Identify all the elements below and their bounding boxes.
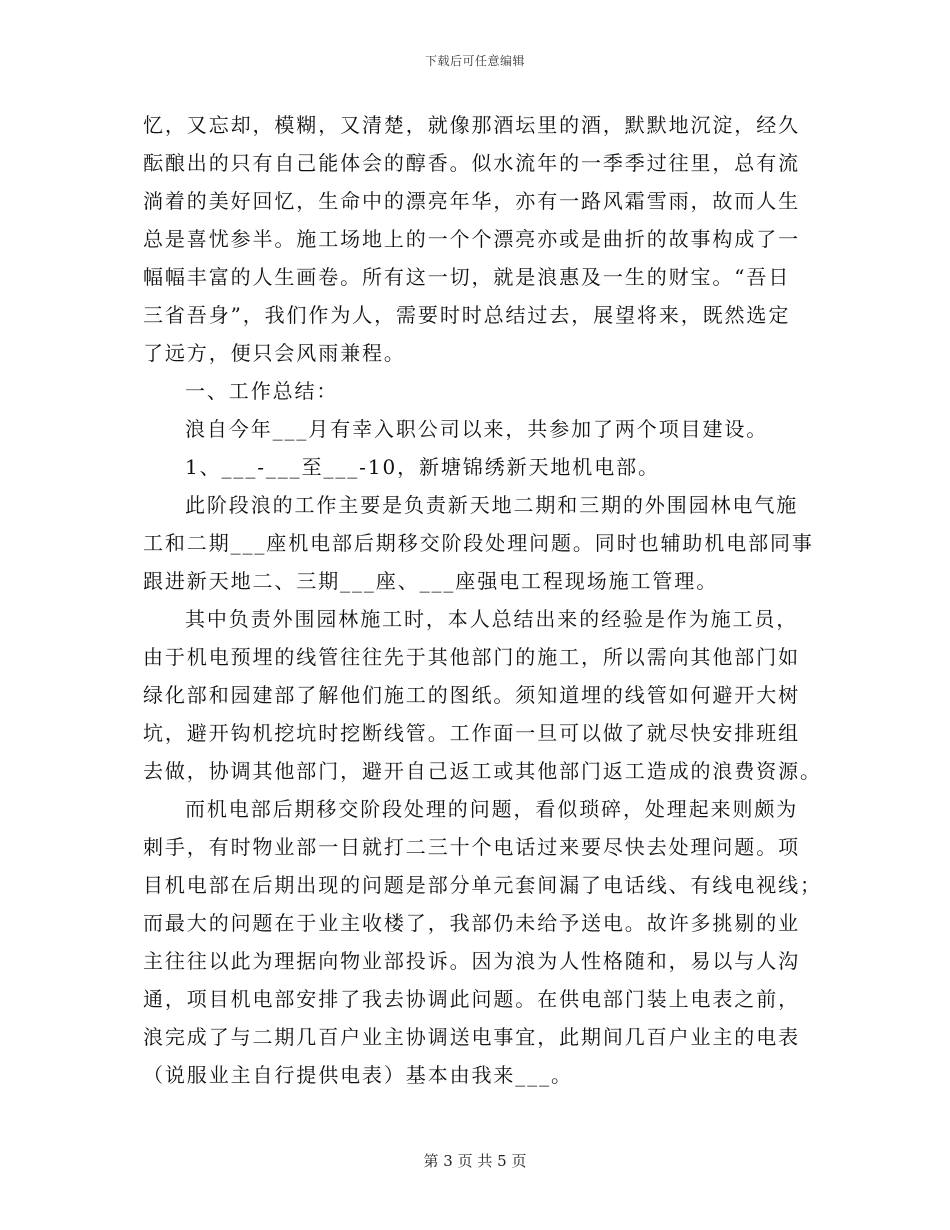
text-line: 绿化部和园建部了解他们施工的图纸。须知道埋的线管如何避开大树 [143, 683, 800, 707]
page-number: 第 3 页 共 5 页 [423, 1152, 527, 1170]
text-line: 去做，协调其他部门，避开自己返工或其他部门返工造成的浪费资源。 [143, 759, 822, 783]
text-line: 三省吾身”，我们作为人，需要时时总结过去，展望将来，既然选定 [143, 303, 791, 327]
text-line: 其中负责外围园林施工时，本人总结出来的经验是作为施工员， [185, 607, 799, 631]
text-line: 淌着的美好回忆，生命中的漂亮年华，亦有一路风霜雪雨，故而人生 [143, 189, 800, 213]
page-header-note: 下载后可任意编辑 [424, 54, 525, 68]
text-line: 由于机电预埋的线管往往先于其他部门的施工，所以需向其他部门如 [143, 645, 800, 669]
text-line: 坑，避开钩机挖坑时挖断线管。工作面一旦可以做了就尽快安排班组 [143, 721, 800, 745]
text-line: 目机电部在后期出现的问题是部分单元套间漏了电话线、有线电视线； [143, 873, 822, 897]
document-body [143, 106, 822, 1094]
text-line: 酝酿出的只有自己能体会的醇香。似水流年的一季季过往里，总有流 [143, 151, 800, 175]
text-line: 工和二期___座机电部后期移交阶段处理问题。同时也辅助机电部同事 [143, 531, 814, 555]
text-line: 主往往以此为理据向物业部投诉。因为浪为人性格随和，易以与人沟 [143, 949, 800, 973]
text-line: 了远方，便只会风雨兼程。 [143, 341, 406, 365]
text-line: 浪完成了与二期几百户业主协调送电事宜，此期间几百户业主的电表 [143, 1025, 800, 1049]
list-item: 1、___-___至___-10，新塘锦绣新天地机电部。 [185, 455, 660, 479]
text-line: 刺手，有时物业部一日就打二三十个电话过来要尽快去处理问题。项 [143, 835, 800, 859]
text-line: 而机电部后期移交阶段处理的问题，看似琐碎，处理起来则颇为 [185, 797, 799, 821]
text-line: 跟进新天地二、三期___座、___座强电工程现场施工管理。 [143, 569, 719, 593]
text-line: 幅幅丰富的人生画卷。所有这一切，就是浪惠及一生的财宝。“吾日 [143, 265, 791, 289]
text-line: 通，项目机电部安排了我去协调此问题。在供电部门装上电表之前， [143, 987, 800, 1011]
text-line: 浪自今年___月有幸入职公司以来，共参加了两个项目建设。 [185, 417, 769, 441]
text-line: 此阶段浪的工作主要是负责新天地二期和三期的外围园林电气施 [185, 493, 799, 517]
text-line: （说服业主自行提供电表）基本由我来___。 [143, 1063, 573, 1087]
text-line: 而最大的问题在于业主收楼了，我部仍未给予送电。故许多挑剔的业 [143, 911, 800, 935]
section-heading: 一、工作总结： [185, 379, 339, 403]
text-line: 总是喜忧参半。施工场地上的一个个漂亮亦或是曲折的故事构成了一 [143, 227, 800, 251]
text-line: 忆，又忘却，模糊，又清楚，就像那酒坛里的酒，默默地沉淀，经久 [143, 113, 800, 137]
